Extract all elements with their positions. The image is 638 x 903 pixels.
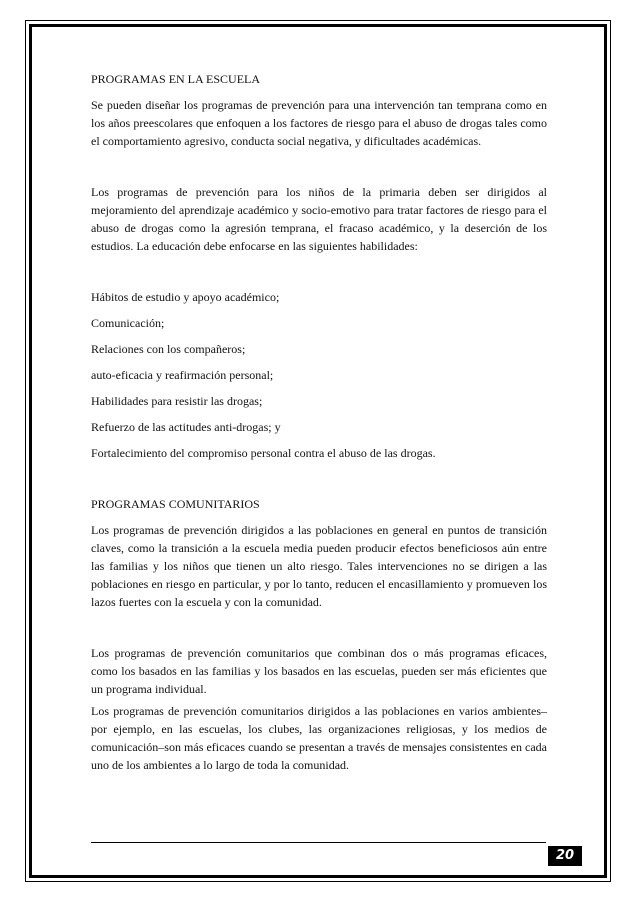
- paragraph-comunitarios-combinados: Los programas de prevención comunitarios que combinan dos o más programas eficaces, como los basados en las familias y los basados en las escuelas, pueden ser más eficientes que un programa individual.: [91, 646, 547, 696]
- list-item: Fortalecimiento del compromiso personal contra el abuso de las drogas.: [91, 446, 436, 460]
- list-item: Comunicación;: [91, 316, 165, 330]
- paragraph-comunitarios-transicion: Los programas de prevención dirigidos a las poblaciones en general en puntos de transición claves, como la transición a la escuela media pueden producir efectos beneficiosos aún entre las familias y los niños que tienen un alto riesgo. Tales intervenciones no se dirigen a las poblaciones en riesgo en particular, y por lo tanto, reducen el encasillamiento y promueven los lazos fuertes con la escuela y con la comunidad.: [91, 523, 547, 609]
- list-item: Relaciones con los compañeros;: [91, 342, 246, 356]
- paragraph-escuela-primaria: Los programas de prevención para los niños de la primaria deben ser dirigidos al mejoramiento del aprendizaje académico y socio-emotivo para tratar factores de riesgo para el abuso de drogas como la agresión temprana, el fracaso académico, y la deserción de los estudios. La educación debe enfocarse en las siguientes habilidades:: [91, 185, 547, 253]
- document-body: [91, 70, 547, 774]
- footer-divider: [91, 842, 546, 843]
- paragraph-comunitarios-ambientes: Los programas de prevención comunitarios dirigidos a las poblaciones en varios ambientes–por ejemplo, en las escuelas, los clubes, las organizaciones religiosas, y los medios de comunicación–son más eficaces cuando se presentan a través de mensajes consistentes en cada uno de los ambientes a lo largo de toda la comunidad.: [91, 704, 547, 772]
- skills-list: [91, 288, 547, 462]
- paragraph-escuela-intro: Se pueden diseñar los programas de prevención para una intervención tan temprana como en los años preescolares que enfoquen a los factores de riesgo para el abuso de drogas tales como el comportamiento agresivo, conducta social negativa, y dificultades académicas.: [91, 98, 547, 148]
- page-number: 20: [548, 846, 582, 866]
- list-item: Hábitos de estudio y apoyo académico;: [91, 290, 280, 304]
- list-item: auto-eficacia y reafirmación personal;: [91, 368, 274, 382]
- list-item: Habilidades para resistir las drogas;: [91, 394, 263, 408]
- section-heading-comunitarios: PROGRAMAS COMUNITARIOS: [91, 497, 260, 511]
- section-heading-escuela: PROGRAMAS EN LA ESCUELA: [91, 72, 261, 86]
- list-item: Refuerzo de las actitudes anti-drogas; y: [91, 420, 281, 434]
